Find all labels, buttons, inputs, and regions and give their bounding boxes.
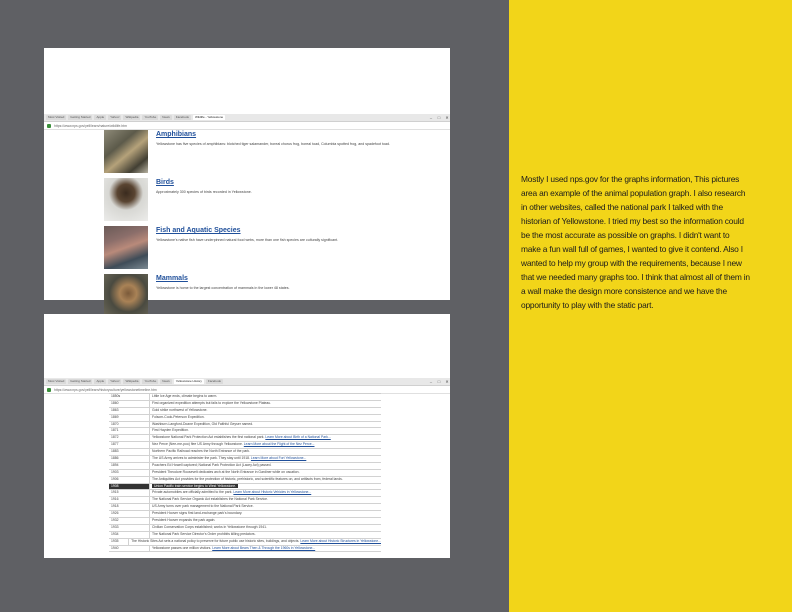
timeline-event-text: Civilian Conservation Corps established; works in Yellowstone through 1941. (152, 524, 267, 529)
animal-title[interactable]: Amphibians (156, 131, 197, 138)
animal-row-amphibians[interactable] (104, 130, 450, 178)
timeline-year: 1908 (109, 484, 150, 490)
timeline-year: 1903 (109, 470, 150, 476)
learn-more-link[interactable]: Learn More about Birth of a National Park... (265, 435, 331, 440)
browser-tab[interactable]: Yahoo! (110, 379, 120, 383)
timeline-event (150, 497, 381, 503)
animal-desc: Yellowstone has five species of amphibians: blotched tiger salamander, boreal chorus frog, boreal toad, Columbia spotted frog, and spadefoot toad. (156, 142, 391, 146)
browser-tab[interactable]: Wikipedia (125, 379, 139, 383)
timeline-row (109, 415, 381, 422)
animal-desc: Yellowstone's native fish have underpinned natural food webs, more than one fish species are culturally significant. (156, 238, 339, 242)
timeline-event (150, 463, 381, 469)
timeline-row (109, 525, 381, 532)
close-icon[interactable]: ✕ (445, 115, 449, 120)
timeline-event (150, 401, 381, 407)
browser-tab[interactable]: Yahoo! (110, 115, 120, 119)
timeline-row (109, 477, 381, 484)
timeline-year: 1869 (109, 415, 150, 421)
url-text: https://www.nps.gov/yell/learn/nature/wildlife.htm (54, 123, 127, 128)
timeline-event (150, 518, 381, 524)
timeline-row (109, 490, 381, 497)
timeline-row (109, 463, 381, 470)
animal-row-birds[interactable] (104, 178, 450, 226)
timeline-event-text: Union Pacific train service begins to West Yellowstone. (154, 483, 237, 488)
timeline-event (150, 449, 381, 455)
timeline-event (150, 532, 381, 538)
timeline-event-text: President Hoover signs first land-exchange park's boundary. (152, 511, 243, 516)
timeline-event-text: US Army turns over park management to the National Park Service. (152, 504, 254, 509)
learn-more-link[interactable]: Learn More about Historic Structures in Yellowstone... (300, 538, 381, 543)
screenshot-wildlife-page (44, 48, 450, 300)
timeline-event (150, 435, 381, 441)
timeline-row (109, 428, 381, 435)
timeline-row (109, 408, 381, 415)
timeline-event (150, 490, 381, 496)
timeline-event (150, 456, 381, 462)
timeline-event (150, 408, 381, 414)
screenshot-history-timeline (44, 314, 450, 558)
timeline-event-text: Washburn-Langford-Doane Expedition, Old Faithful Geyser named. (152, 421, 254, 426)
animal-desc: Approximately 300 species of birds recorded in Yellowstone. (156, 190, 252, 194)
timeline-event-text: The Antiquities Act provides for the protection of historic, prehistoric, and scientific features on, and artifacts from, federal lands. (152, 476, 343, 481)
timeline-year: 1918 (109, 504, 150, 510)
browser-tab[interactable]: Yellowstone History (175, 379, 202, 383)
timeline-event (150, 511, 381, 517)
lock-icon (47, 124, 51, 128)
timeline-row (109, 532, 381, 539)
timeline-year: 1883 (109, 449, 150, 455)
timeline-year: 1934 (109, 532, 150, 538)
timeline-row (109, 449, 381, 456)
timeline-year: 1877 (109, 442, 150, 448)
animal-title[interactable]: Mammals (156, 275, 188, 282)
browser-tab[interactable]: Wildlife - Yellowstone (194, 115, 224, 119)
timeline-event-text: Yellowstone National Park Protection Act establishes the first national park. (152, 435, 265, 440)
maximize-icon[interactable]: □ (437, 379, 441, 384)
timeline-event-text: Poachers Ed Howell captured; National Park Protection Act (Lacey Act) passed. (152, 462, 272, 467)
address-bar[interactable] (44, 122, 450, 130)
wildlife-list (44, 130, 450, 300)
timeline-event (150, 415, 381, 421)
timeline-row (109, 539, 381, 546)
timeline-event (150, 428, 381, 434)
browser-tab[interactable]: Apple (96, 379, 105, 383)
timeline-row (109, 435, 381, 442)
url-text: https://www.nps.gov/yell/learn/historyculture/yellowstonetimeline.htm (54, 387, 157, 392)
bald-eagle-photo[interactable] (104, 178, 148, 221)
browser-tab[interactable]: Facebook (207, 379, 222, 383)
minimize-icon[interactable]: – (429, 379, 433, 384)
timeline-row (109, 504, 381, 511)
browser-tab[interactable]: Getting Started (70, 379, 91, 383)
browser-chrome (44, 114, 450, 130)
timeline-year: 1863 (109, 408, 150, 414)
timeline-event (129, 539, 381, 545)
timeline-year: 1915 (109, 490, 150, 496)
mammal-photo[interactable] (104, 274, 148, 317)
timeline-event-text: President Hoover expands the park again. (152, 518, 216, 523)
timeline-event-text: Little Ice Age ends, climate begins to warm. (152, 394, 218, 398)
maximize-icon[interactable]: □ (437, 115, 441, 120)
browser-tab[interactable]: Facebook (175, 115, 189, 119)
browser-tab[interactable]: News (162, 379, 170, 383)
timeline-row (109, 401, 381, 408)
timeline-event (150, 525, 381, 531)
timeline-year: 1871 (109, 428, 150, 434)
timeline-event-text: Nez Perce (Nee-me-poo) flee US Army through Yellowstone. (152, 442, 243, 447)
timeline-row (109, 484, 381, 491)
timeline-event-text: Northern Pacific Railroad reaches the North Entrance of the park. (152, 449, 251, 454)
animal-title[interactable]: Fish and Aquatic Species (156, 227, 241, 234)
timeline-year: 1926 (109, 511, 150, 517)
learn-more-link[interactable]: Learn More about Fort Yellowstone... (250, 456, 307, 461)
timeline-event (150, 470, 381, 476)
timeline-area (44, 393, 450, 558)
timeline-event (150, 442, 381, 448)
learn-more-link[interactable]: Learn More about Historic Vehicles in Yellowstone... (233, 490, 312, 495)
lock-icon (47, 388, 51, 392)
timeline-year: 1906 (109, 477, 150, 483)
browser-tab[interactable]: News (162, 115, 170, 119)
timeline-event-text: Gold strike northwest of Yellowstone. (152, 407, 208, 412)
timeline-row (109, 497, 381, 504)
timeline-event-text: First organized expedition attempts but fails to explore the Yellowstone Plateau. (152, 400, 272, 405)
browser-chrome (44, 378, 450, 394)
timeline-year: 1932 (109, 518, 150, 524)
timeline-table (109, 393, 381, 552)
browser-tab[interactable]: Wikipedia (125, 115, 139, 119)
timeline-row (109, 511, 381, 518)
trout-photo[interactable] (104, 226, 148, 269)
close-icon[interactable]: ✕ (445, 379, 449, 384)
timeline-event-text: The National Park Service Director's Order prohibits killing predators. (152, 531, 256, 536)
browser-tab[interactable]: Apple (96, 115, 105, 119)
timeline-year: 1916 (109, 497, 150, 503)
timeline-event-text: Yellowstone passes one million visitors. (152, 545, 212, 550)
timeline-event-text: The Historic Sites Act sets a national policy to preserve for future public use historic sites, buildings, and objects. (131, 538, 300, 543)
timeline-event-text: First Hayden Expedition. (152, 428, 189, 433)
timeline-year: 1940 (109, 546, 150, 552)
description-text: Mostly I used nps.gov for the graphs information, This pictures area an example of the animal population graph. I also research in other websites, called the national park I talked with the historian of Yellowstone. I tried my best so the information could be the most accurate as possible on graphs. I didn't want to make a fun wall full of games, I wanted to give it contend. Also I wanted to help my group with the requirements, because I new that we needed many graphs too. I think that almost all of them in a wall make the design more consistence and we have the opportunity to play with the static part. (521, 174, 750, 310)
tab-bar (44, 378, 450, 386)
browser-tab[interactable]: Most Visited (48, 379, 65, 383)
browser-tab[interactable]: Most Visited (48, 115, 65, 119)
timeline-event (150, 484, 381, 490)
timeline-year: 1894 (109, 463, 150, 469)
timeline-event (150, 422, 381, 428)
timeline-event (150, 546, 381, 552)
timeline-event-text: The National Park Service Organic Act establishes the National Park Service. (152, 497, 268, 502)
timeline-row (109, 470, 381, 477)
browser-tab[interactable]: Getting Started (70, 115, 91, 119)
learn-more-link[interactable]: Learn More about the Flight of the Nez Perce... (243, 442, 315, 447)
timeline-event (150, 394, 381, 400)
timeline-event-text: Private automobiles are officially admitted to the park. (152, 490, 233, 495)
browser-tab[interactable]: YouTube (144, 379, 157, 383)
timeline-event-text: Folsom-Cook-Peterson Expedition. (152, 414, 205, 419)
timeline-year: 1933 (109, 525, 150, 531)
timeline-year: 1886 (109, 456, 150, 462)
amphibian-photo[interactable] (104, 130, 148, 173)
timeline-event-text: President Theodore Roosevelt dedicates arch at the North Entrance in Gardiner while on vacation. (152, 469, 300, 474)
browser-tab[interactable]: YouTube (144, 115, 157, 119)
right-panel (509, 0, 792, 612)
timeline-event (150, 477, 381, 483)
timeline-row (109, 394, 381, 401)
timeline-row (109, 518, 381, 525)
timeline-row (109, 442, 381, 449)
timeline-year: 1850s (109, 394, 150, 400)
learn-more-link[interactable]: Learn More about Bears Then & Through the 1960s in Yellowstone... (212, 545, 316, 550)
timeline-year: 1860 (109, 401, 150, 407)
timeline-year: 1872 (109, 435, 150, 441)
animal-title[interactable]: Birds (156, 179, 174, 186)
timeline-event (150, 504, 381, 510)
timeline-row (109, 546, 381, 553)
tab-bar (44, 114, 450, 122)
timeline-event-text: The US Army arrives to administer the park. They stay until 1918. (152, 456, 250, 461)
animal-desc: Yellowstone is home to the largest concentration of mammals in the lower 48 states. (156, 286, 290, 290)
timeline-row (109, 456, 381, 463)
timeline-year: 1935 (109, 539, 129, 545)
timeline-year: 1870 (109, 422, 150, 428)
minimize-icon[interactable]: – (429, 115, 433, 120)
animal-row-fish[interactable] (104, 226, 450, 274)
timeline-row (109, 422, 381, 429)
